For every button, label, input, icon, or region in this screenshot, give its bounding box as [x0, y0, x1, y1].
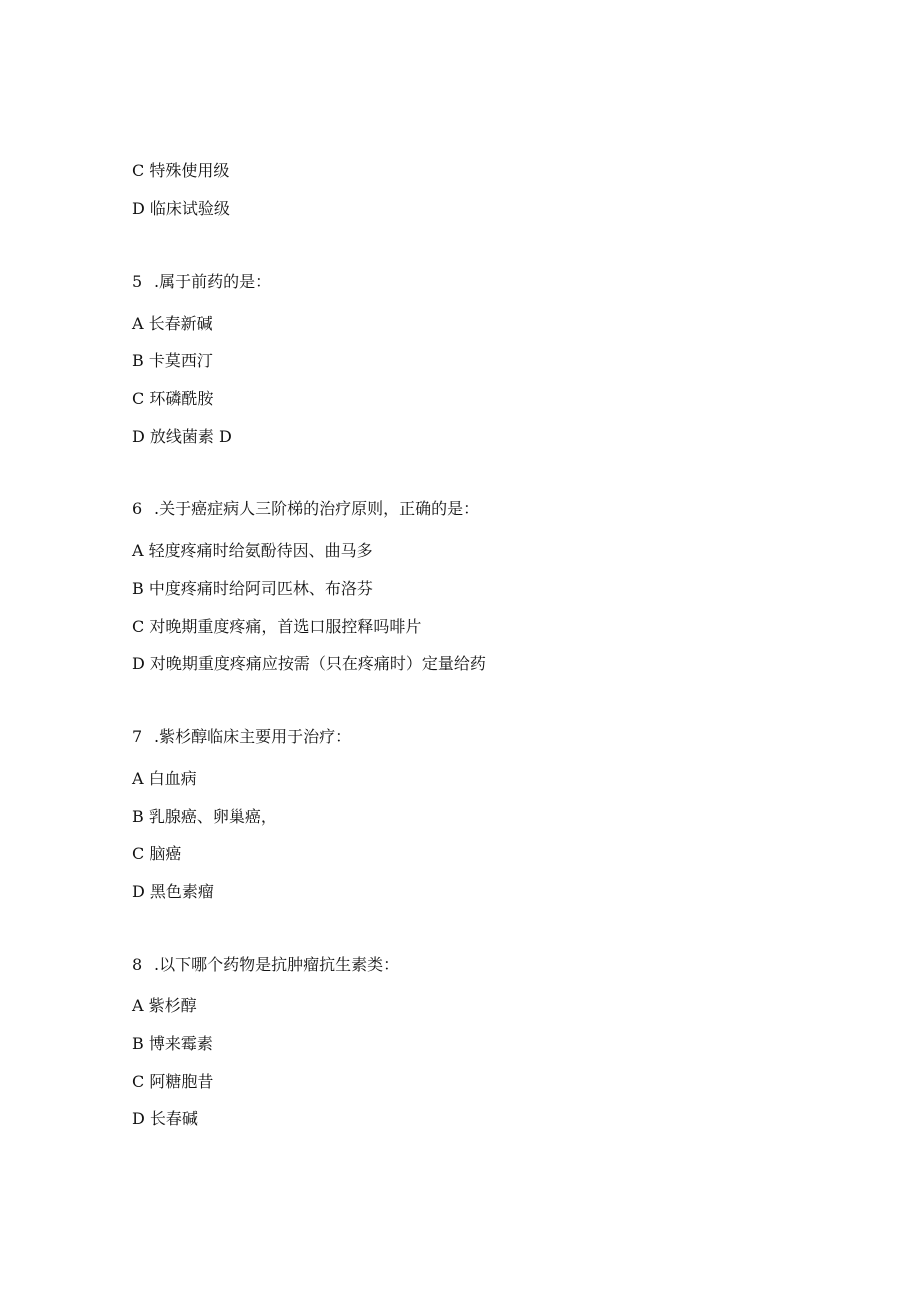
question-8-option-c: C 阿糖胞昔: [132, 1072, 214, 1091]
question-number: 5: [132, 272, 143, 291]
question-6-option-a: A 轻度疼痛时给氨酚待因、曲马多: [132, 541, 373, 560]
question-8-stem: [132, 955, 399, 975]
question-5-option-d: D 放线菌素 D: [132, 427, 232, 446]
question-text: .属于前药的是：: [154, 272, 272, 291]
question-7-option-d: D 黑色素瘤: [132, 882, 214, 901]
question-8-option-d: D 长春碱: [132, 1109, 198, 1128]
question-7-stem: [132, 727, 351, 747]
question-6-option-c: C 对晚期重度疼痛，首选口服控释吗啡片: [132, 617, 422, 636]
question-8-option-b: B 博来霉素: [132, 1034, 213, 1053]
option-c-prev: C 特殊使用级: [132, 161, 230, 180]
question-7-option-b: B 乳腺癌、卵巢癌，: [132, 807, 277, 826]
question-5-option-a: A 长春新碱: [132, 314, 213, 333]
question-text: .以下哪个药物是抗肿瘤抗生素类：: [154, 955, 400, 974]
question-6-option-b: B 中度疼痛时给阿司匹林、布洛芬: [132, 579, 373, 598]
question-7-option-a: A 白血病: [132, 769, 197, 788]
option-d-prev: D 临床试验级: [132, 199, 230, 218]
question-number: 6: [132, 499, 143, 518]
question-5-stem: [132, 272, 271, 292]
question-8-option-a: A 紫杉醇: [132, 996, 197, 1015]
question-6-option-d: D 对晚期重度疼痛应按需（只在疼痛时）定量给药: [132, 654, 486, 673]
question-5-option-b: B 卡莫西汀: [132, 351, 213, 370]
question-number: 8: [132, 955, 143, 974]
question-5-option-c: C 环磷酰胺: [132, 389, 214, 408]
question-7-option-c: C 脑癌: [132, 844, 182, 863]
question-number: 7: [132, 727, 143, 746]
question-text: .关于癌症病人三阶梯的治疗原则，正确的是：: [154, 499, 480, 518]
question-6-stem: [132, 499, 479, 519]
question-text: .紫杉醇临床主要用于治疗：: [154, 727, 352, 746]
